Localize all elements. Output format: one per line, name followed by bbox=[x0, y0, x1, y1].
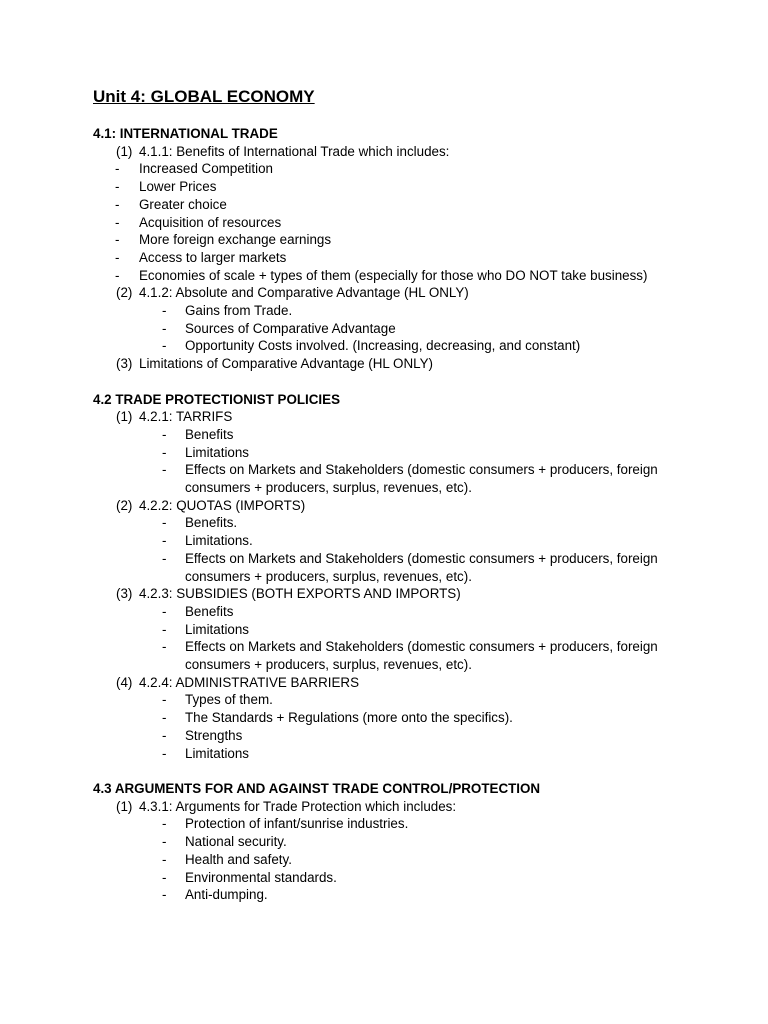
bullet-item bbox=[93, 815, 693, 833]
numbered-item bbox=[93, 674, 693, 692]
bullet-item bbox=[93, 727, 693, 745]
bullet-text: Effects on Markets and Stakeholders (domestic consumers + producers, foreign consumers + producers, surplus, revenues, etc). bbox=[185, 639, 658, 673]
bullet-item bbox=[93, 302, 693, 320]
bullet-text: Effects on Markets and Stakeholders (domestic consumers + producers, foreign consumers + producers, surplus, revenues, etc). bbox=[185, 550, 658, 584]
bullet-item bbox=[93, 160, 693, 178]
bullet-item bbox=[93, 231, 693, 249]
bullet-item bbox=[93, 249, 693, 267]
dash-bullet-icon: - bbox=[162, 338, 167, 354]
section-heading: 4.2 TRADE PROTECTIONIST POLICIES bbox=[93, 391, 341, 407]
item-number: (3) bbox=[116, 356, 133, 372]
item-text: 4.2.2: QUOTAS (IMPORTS) bbox=[139, 497, 306, 513]
numbered-item bbox=[93, 798, 693, 816]
dash-bullet-icon: - bbox=[162, 533, 167, 549]
bullet-item bbox=[93, 514, 693, 532]
dash-bullet-icon: - bbox=[162, 444, 167, 460]
sections-container bbox=[93, 125, 693, 904]
numbered-item bbox=[93, 585, 693, 603]
bullet-text: Effects on Markets and Stakeholders (domestic consumers + producers, foreign consumers + producers, surplus, revenues, etc). bbox=[185, 462, 658, 496]
section bbox=[93, 125, 693, 373]
bullet-item bbox=[93, 851, 693, 869]
dash-bullet-icon: - bbox=[162, 727, 167, 743]
document-page bbox=[93, 86, 693, 922]
dash-bullet-icon: - bbox=[115, 214, 120, 230]
bullet-text: Types of them. bbox=[185, 692, 273, 708]
bullet-text: Limitations. bbox=[185, 533, 253, 549]
item-text: 4.2.1: TARRIFS bbox=[139, 409, 233, 425]
bullet-text: Benefits. bbox=[185, 515, 238, 531]
bullet-item bbox=[93, 833, 693, 851]
dash-bullet-icon: - bbox=[115, 267, 120, 283]
dash-bullet-icon: - bbox=[162, 320, 167, 336]
bullet-text: Access to larger markets bbox=[139, 249, 287, 265]
dash-bullet-icon: - bbox=[162, 639, 167, 655]
dash-bullet-icon: - bbox=[162, 816, 167, 832]
bullet-item bbox=[93, 550, 693, 585]
item-number: (4) bbox=[116, 674, 133, 690]
dash-bullet-icon: - bbox=[162, 745, 167, 761]
dash-bullet-icon: - bbox=[162, 887, 167, 903]
numbered-item bbox=[93, 143, 693, 161]
item-text: 4.2.3: SUBSIDIES (BOTH EXPORTS AND IMPORTS) bbox=[139, 586, 461, 602]
bullet-text: Benefits bbox=[185, 426, 234, 442]
bullet-item bbox=[93, 267, 693, 285]
dash-bullet-icon: - bbox=[162, 515, 167, 531]
item-number: (2) bbox=[116, 285, 133, 301]
item-text: 4.1.1: Benefits of International Trade which includes: bbox=[139, 143, 450, 159]
numbered-item bbox=[93, 284, 693, 302]
dash-bullet-icon: - bbox=[115, 232, 120, 248]
bullet-text: Benefits bbox=[185, 603, 234, 619]
dash-bullet-icon: - bbox=[162, 462, 167, 478]
bullet-text: Sources of Comparative Advantage bbox=[185, 320, 396, 336]
bullet-text: The Standards + Regulations (more onto the specifics). bbox=[185, 710, 513, 726]
dash-bullet-icon: - bbox=[162, 603, 167, 619]
bullet-text: Lower Prices bbox=[139, 179, 217, 195]
bullet-item bbox=[93, 461, 693, 496]
page-title: Unit 4: GLOBAL ECONOMY bbox=[93, 87, 315, 106]
dash-bullet-icon: - bbox=[162, 426, 167, 442]
item-text: 4.2.4: ADMINISTRATIVE BARRIERS bbox=[139, 674, 360, 690]
item-number: (2) bbox=[116, 497, 133, 513]
bullet-item bbox=[93, 532, 693, 550]
numbered-item bbox=[93, 355, 693, 373]
dash-bullet-icon: - bbox=[162, 692, 167, 708]
dash-bullet-icon: - bbox=[115, 179, 120, 195]
bullet-text: Limitations bbox=[185, 745, 250, 761]
item-text: 4.1.2: Absolute and Comparative Advantage (HL ONLY) bbox=[139, 285, 469, 301]
bullet-item bbox=[93, 886, 693, 904]
item-text: Limitations of Comparative Advantage (HL ONLY) bbox=[139, 356, 433, 372]
item-number: (3) bbox=[116, 586, 133, 602]
dash-bullet-icon: - bbox=[162, 851, 167, 867]
dash-bullet-icon: - bbox=[162, 303, 167, 319]
dash-bullet-icon: - bbox=[162, 869, 167, 885]
bullet-text: Gains from Trade. bbox=[185, 303, 293, 319]
bullet-item bbox=[93, 691, 693, 709]
bullet-text: Anti-dumping. bbox=[185, 887, 268, 903]
bullet-item bbox=[93, 426, 693, 444]
section-heading: 4.1: INTERNATIONAL TRADE bbox=[93, 126, 278, 141]
bullet-text: Economies of scale + types of them (especially for those who DO NOT take business) bbox=[139, 267, 648, 283]
bullet-text: Limitations bbox=[185, 444, 250, 460]
bullet-item bbox=[93, 869, 693, 887]
bullet-item bbox=[93, 603, 693, 621]
bullet-item bbox=[93, 745, 693, 763]
bullet-item bbox=[93, 709, 693, 727]
dash-bullet-icon: - bbox=[162, 834, 167, 850]
section bbox=[93, 391, 693, 763]
bullet-item bbox=[93, 638, 693, 673]
bullet-text: Protection of infant/sunrise industries. bbox=[185, 816, 409, 832]
bullet-item bbox=[93, 196, 693, 214]
item-number: (1) bbox=[116, 143, 133, 159]
dash-bullet-icon: - bbox=[162, 621, 167, 637]
item-text: 4.3.1: Arguments for Trade Protection which includes: bbox=[139, 798, 457, 814]
bullet-text: Opportunity Costs involved. (Increasing, decreasing, and constant) bbox=[185, 338, 581, 354]
bullet-item bbox=[93, 337, 693, 355]
numbered-item bbox=[93, 408, 693, 426]
bullet-text: Health and safety. bbox=[185, 851, 292, 867]
bullet-text: Limitations bbox=[185, 621, 250, 637]
dash-bullet-icon: - bbox=[115, 161, 120, 177]
bullet-text: Increased Competition bbox=[139, 161, 273, 177]
bullet-text: Strengths bbox=[185, 727, 243, 743]
bullet-item bbox=[93, 621, 693, 639]
item-number: (1) bbox=[116, 798, 133, 814]
bullet-text: More foreign exchange earnings bbox=[139, 232, 332, 248]
item-number: (1) bbox=[116, 409, 133, 425]
bullet-item bbox=[93, 320, 693, 338]
bullet-text: Acquisition of resources bbox=[139, 214, 282, 230]
bullet-item bbox=[93, 178, 693, 196]
dash-bullet-icon: - bbox=[115, 196, 120, 212]
dash-bullet-icon: - bbox=[162, 710, 167, 726]
section bbox=[93, 780, 693, 904]
bullet-text: Greater choice bbox=[139, 196, 227, 212]
section-heading: 4.3 ARGUMENTS FOR AND AGAINST TRADE CONTROL/PROTECTION bbox=[93, 780, 541, 796]
dash-bullet-icon: - bbox=[115, 249, 120, 265]
bullet-text: National security. bbox=[185, 834, 287, 850]
bullet-item bbox=[93, 214, 693, 232]
bullet-item bbox=[93, 444, 693, 462]
bullet-text: Environmental standards. bbox=[185, 869, 337, 885]
numbered-item bbox=[93, 497, 693, 515]
dash-bullet-icon: - bbox=[162, 550, 167, 566]
